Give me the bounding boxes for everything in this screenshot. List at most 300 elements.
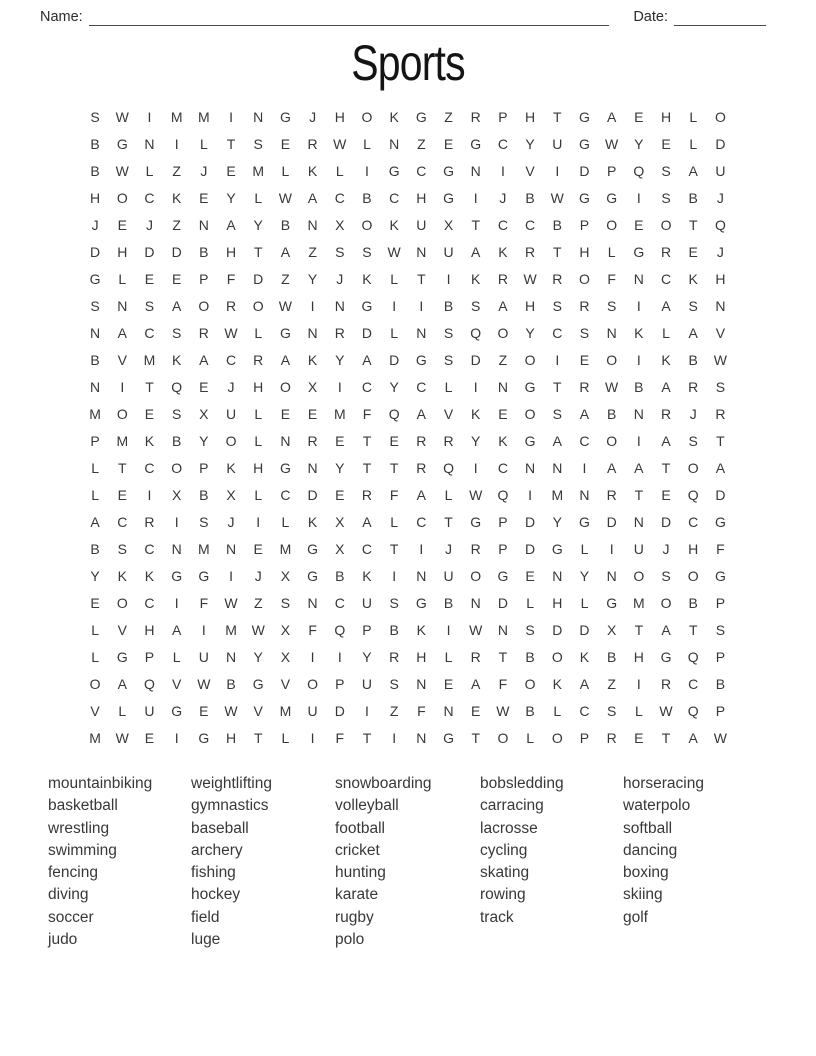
grid-cell: I — [310, 649, 315, 665]
grid-cell: L — [254, 190, 263, 206]
grid-cell: N — [253, 109, 264, 125]
grid-cell: N — [225, 649, 237, 665]
grid-cell: Y — [525, 325, 535, 341]
grid-cell: G — [415, 109, 427, 125]
grid-cell: N — [470, 163, 481, 179]
grid-cell: T — [145, 379, 154, 395]
grid-cell: I — [147, 487, 152, 503]
grid-cell: D — [171, 244, 182, 260]
grid-cell: R — [606, 487, 617, 503]
grid-cell: N — [633, 406, 644, 422]
grid-cell: J — [254, 568, 262, 584]
grid-cell: V — [171, 676, 182, 692]
grid-cell: B — [90, 352, 100, 368]
grid-cell: E — [389, 433, 399, 449]
grid-cell: Z — [172, 217, 181, 233]
name-blank-line — [89, 7, 610, 26]
grid-cell: S — [606, 703, 617, 719]
grid-cell: R — [660, 406, 672, 422]
grid-cell: I — [555, 352, 560, 368]
grid-cell: B — [715, 676, 726, 692]
grid-cell: N — [416, 730, 427, 746]
grid-cell: U — [307, 703, 318, 719]
grid-cell: W — [523, 271, 537, 287]
grid-cell: G — [443, 190, 454, 206]
grid-cell: N — [198, 217, 209, 233]
grid-cell: D — [253, 271, 264, 287]
grid-cell: D — [361, 325, 373, 341]
grid-cell: C — [579, 703, 590, 719]
grid-cell: F — [498, 676, 508, 692]
word-item: waterpolo — [623, 797, 691, 815]
word-item: carracing — [480, 797, 544, 815]
grid-cell: K — [171, 352, 182, 368]
grid-cell: T — [498, 649, 508, 665]
grid-cell: W — [115, 163, 129, 179]
grid-cell: X — [335, 541, 345, 557]
grid-cell: T — [389, 541, 399, 557]
grid-cell: J — [227, 379, 235, 395]
grid-row — [82, 563, 735, 590]
grid-cell: S — [171, 325, 182, 341]
grid-cell: L — [91, 649, 99, 665]
grid-cell: G — [443, 730, 454, 746]
grid-cell: K — [389, 109, 399, 125]
grid-cell: N — [416, 325, 427, 341]
grid-row — [82, 131, 735, 158]
grid-cell: B — [525, 190, 535, 206]
grid-cell: P — [579, 217, 590, 233]
grid-cell: K — [552, 676, 562, 692]
grid-cell: Q — [687, 487, 699, 503]
grid-row — [82, 158, 735, 185]
grid-cell: W — [197, 676, 211, 692]
grid-cell: T — [553, 244, 562, 260]
grid-cell: S — [661, 568, 671, 584]
grid-cell: M — [198, 109, 210, 125]
grid-cell: B — [199, 244, 209, 260]
grid-cell: K — [171, 190, 182, 206]
grid-cell: M — [116, 433, 129, 449]
grid-cell: C — [688, 514, 699, 530]
grid-cell: T — [553, 109, 562, 125]
grid-cell: R — [688, 379, 699, 395]
grid-cell: S — [443, 325, 454, 341]
grid-cell: R — [552, 271, 563, 287]
word-item: wrestling — [48, 819, 110, 837]
grid-cell: J — [227, 514, 235, 530]
grid-cell: Y — [634, 136, 644, 152]
grid-cell: U — [443, 244, 454, 260]
grid-cell: E — [634, 730, 644, 746]
grid-cell: A — [498, 298, 508, 314]
grid-cell: E — [688, 244, 698, 260]
grid-cell: D — [525, 541, 536, 557]
grid-cell: P — [199, 460, 209, 476]
grid-cell: O — [524, 406, 536, 422]
grid-cell: W — [496, 703, 510, 719]
grid-cell: K — [498, 433, 508, 449]
grid-cell: A — [226, 217, 236, 233]
grid-cell: G — [660, 649, 672, 665]
grid-cell: D — [525, 514, 536, 530]
grid-cell: J — [309, 109, 317, 125]
grid-cell: T — [661, 460, 671, 476]
grid-cell: Y — [471, 433, 481, 449]
word-item: archery — [191, 841, 243, 859]
grid-cell: E — [226, 163, 236, 179]
grid-cell: K — [389, 217, 399, 233]
grid-cell: I — [174, 595, 179, 611]
grid-cell: K — [307, 514, 318, 530]
grid-cell: N — [307, 460, 318, 476]
grid-cell: B — [606, 649, 617, 665]
grid-cell: S — [661, 190, 671, 206]
grid-row — [82, 590, 735, 617]
word-item: boxing — [623, 864, 669, 882]
grid-cell: P — [606, 163, 617, 179]
grid-cell: B — [280, 217, 291, 233]
grid-cell: T — [362, 460, 372, 476]
grid-cell: L — [553, 703, 562, 719]
grid-cell: V — [117, 622, 127, 638]
word-item: snowboarding — [335, 775, 432, 792]
grid-cell: P — [715, 649, 726, 665]
grid-cell: S — [280, 595, 291, 611]
grid-cell: J — [499, 190, 507, 206]
grid-cell: M — [333, 406, 346, 422]
word-item: rowing — [480, 886, 526, 904]
grid-cell: L — [662, 325, 670, 341]
grid-cell: B — [525, 703, 535, 719]
grid-cell: O — [361, 217, 373, 233]
grid-cell: P — [498, 514, 508, 530]
grid-cell: O — [687, 568, 699, 584]
grid-cell: G — [89, 271, 101, 287]
grid-cell: K — [471, 271, 481, 287]
grid-cell: I — [310, 298, 315, 314]
word-column — [480, 773, 623, 951]
grid-cell: W — [659, 703, 673, 719]
grid-cell: R — [660, 244, 672, 260]
grid-cell: G — [415, 595, 427, 611]
grid-cell: K — [416, 622, 427, 638]
grid-cell: A — [416, 487, 427, 503]
grid-cell: E — [579, 352, 590, 368]
grid-cell: A — [199, 352, 209, 368]
grid-cell: W — [115, 109, 129, 125]
grid-cell: O — [606, 433, 618, 449]
grid-cell: G — [307, 568, 319, 584]
grid-cell: B — [688, 352, 698, 368]
grid-cell: T — [553, 379, 562, 395]
grid-cell: O — [551, 730, 563, 746]
grid-cell: E — [335, 487, 345, 503]
grid-cell: E — [634, 109, 644, 125]
grid-cell: E — [117, 217, 127, 233]
grid-cell: Y — [307, 271, 318, 287]
grid-cell: D — [389, 352, 400, 368]
word-column — [623, 773, 704, 951]
page-title: Sports — [351, 35, 465, 91]
word-item: horseracing — [623, 775, 704, 792]
grid-cell: O — [116, 595, 128, 611]
grid-cell: T — [634, 487, 644, 503]
grid-cell: U — [144, 703, 155, 719]
grid-cell: R — [579, 379, 590, 395]
grid-cell: I — [365, 163, 369, 179]
grid-cell: Y — [253, 649, 263, 665]
grid-cell: Y — [226, 190, 236, 206]
grid-cell: U — [633, 541, 644, 557]
grid-cell: T — [417, 271, 426, 287]
grid-cell: Y — [389, 379, 399, 395]
grid-cell: B — [226, 676, 236, 692]
grid-cell: P — [335, 676, 345, 692]
grid-cell: V — [253, 703, 263, 719]
grid-cell: O — [606, 217, 618, 233]
grid-cell: C — [144, 541, 155, 557]
grid-cell: X — [280, 649, 291, 665]
grid-cell: C — [497, 217, 508, 233]
grid-cell: L — [254, 325, 263, 341]
grid-cell: N — [416, 676, 427, 692]
grid-cell: H — [225, 244, 237, 260]
grid-cell: P — [498, 541, 508, 557]
word-item: soccer — [48, 908, 94, 926]
grid-cell: I — [392, 730, 397, 746]
grid-cell: O — [551, 649, 563, 665]
grid-row — [82, 347, 735, 374]
grid-cell: Z — [444, 109, 453, 125]
grid-cell: G — [279, 460, 291, 476]
grid-cell: E — [525, 568, 535, 584]
grid-cell: G — [470, 136, 482, 152]
grid-cell: N — [443, 703, 454, 719]
word-item: field — [191, 908, 220, 926]
grid-cell: O — [279, 379, 291, 395]
grid-cell: W — [278, 190, 293, 206]
grid-cell: E — [90, 595, 100, 611]
grid-cell: W — [387, 244, 401, 260]
grid-cell: A — [471, 244, 481, 260]
grid-cell: D — [307, 487, 318, 503]
grid-cell: X — [606, 622, 617, 638]
grid-cell: V — [117, 352, 127, 368]
grid-row — [82, 482, 735, 509]
grid-cell: I — [446, 622, 451, 638]
word-item: swimming — [48, 841, 117, 859]
grid-cell: H — [334, 109, 345, 125]
grid-cell: C — [117, 514, 128, 530]
grid-cell: O — [714, 109, 726, 125]
grid-cell: I — [636, 298, 641, 314]
grid-cell: Y — [253, 217, 263, 233]
grid-cell: H — [144, 622, 155, 638]
grid-cell: P — [715, 703, 726, 719]
grid-cell: G — [388, 163, 400, 179]
grid-cell: S — [579, 325, 590, 341]
grid-cell: F — [308, 622, 317, 638]
grid-cell: N — [171, 541, 182, 557]
grid-cell: O — [579, 271, 590, 287]
grid-cell: A — [280, 244, 291, 260]
grid-cell: S — [471, 298, 481, 314]
grid-cell: R — [443, 433, 454, 449]
grid-cell: S — [443, 352, 454, 368]
word-item: hockey — [191, 886, 241, 904]
grid-row — [82, 293, 735, 320]
word-item: fishing — [191, 864, 236, 882]
grid-cell: C — [579, 433, 590, 449]
grid-cell: V — [443, 406, 454, 422]
grid-cell: L — [444, 487, 453, 503]
grid-cell: T — [661, 730, 671, 746]
grid-cell: E — [253, 541, 263, 557]
grid-cell: C — [688, 676, 699, 692]
grid-cell: G — [171, 568, 183, 584]
grid-cell: K — [688, 271, 698, 287]
grid-cell: J — [91, 217, 99, 233]
grid-row — [82, 185, 735, 212]
grid-cell: R — [334, 325, 345, 341]
grid-cell: W — [713, 730, 728, 746]
grid-cell: H — [715, 271, 726, 287]
grid-cell: N — [90, 325, 101, 341]
grid-cell: K — [362, 271, 372, 287]
grid-cell: G — [171, 703, 183, 719]
grid-cell: G — [361, 298, 373, 314]
grid-cell: I — [337, 649, 342, 665]
grid-cell: L — [634, 703, 643, 719]
grid-cell: A — [661, 379, 671, 395]
grid-cell: Q — [687, 703, 699, 719]
grid-row — [82, 671, 735, 698]
grid-cell: K — [498, 244, 508, 260]
grid-cell: G — [279, 109, 291, 125]
grid-cell: Q — [443, 460, 454, 476]
grid-cell: K — [144, 568, 155, 584]
grid-cell: N — [225, 541, 237, 557]
grid-cell: X — [443, 217, 454, 233]
grid-cell: S — [144, 298, 155, 314]
grid-cell: B — [688, 190, 698, 206]
grid-cell: J — [716, 244, 724, 260]
grid-cell: O — [497, 325, 509, 341]
grid-cell: K — [144, 433, 155, 449]
grid-cell: X — [226, 487, 236, 503]
grid-cell: F — [199, 595, 209, 611]
grid-cell: C — [144, 460, 155, 476]
grid-cell: D — [552, 622, 563, 638]
grid-cell: I — [473, 460, 478, 476]
worksheet-header — [0, 0, 816, 26]
grid-cell: L — [91, 487, 99, 503]
grid-cell: L — [254, 487, 263, 503]
grid-cell: Z — [308, 244, 317, 260]
grid-cell: T — [253, 244, 263, 260]
word-item: skating — [480, 864, 530, 882]
grid-cell: U — [361, 595, 373, 611]
grid-cell: S — [335, 244, 345, 260]
grid-cell: N — [90, 379, 101, 395]
grid-cell: S — [389, 676, 399, 692]
grid-cell: P — [90, 433, 100, 449]
grid-row — [82, 374, 735, 401]
grid-cell: S — [688, 433, 698, 449]
grid-cell: E — [199, 379, 209, 395]
grid-cell: H — [688, 541, 699, 557]
grid-cell: E — [498, 406, 508, 422]
grid-row — [82, 455, 735, 482]
grid-cell: C — [334, 595, 345, 611]
grid-cell: I — [310, 730, 315, 746]
grid-cell: S — [715, 379, 726, 395]
grid-cell: L — [254, 406, 263, 422]
grid-row — [82, 212, 735, 239]
grid-cell: U — [715, 163, 726, 179]
grid-cell: H — [660, 109, 672, 125]
grid-cell: V — [525, 163, 535, 179]
grid-cell: I — [419, 298, 424, 314]
grid-cell: I — [392, 298, 397, 314]
grid-cell: M — [252, 163, 265, 179]
grid-cell: T — [253, 730, 263, 746]
grid-cell: B — [199, 487, 209, 503]
grid-cell: G — [443, 163, 454, 179]
grid-cell: K — [579, 649, 590, 665]
grid-cell: P — [579, 730, 590, 746]
grid-cell: S — [362, 244, 372, 260]
grid-cell: L — [526, 595, 534, 611]
word-item: karate — [335, 886, 379, 904]
grid-cell: S — [715, 622, 726, 638]
grid-cell: C — [416, 379, 427, 395]
grid-cell: C — [225, 352, 237, 368]
grid-cell: Q — [334, 622, 346, 638]
grid-cell: Z — [498, 352, 508, 368]
grid-cell: R — [470, 541, 481, 557]
grid-cell: K — [661, 352, 671, 368]
grid-cell: I — [500, 163, 505, 179]
grid-cell: N — [633, 271, 644, 287]
word-item: golf — [623, 908, 648, 926]
grid-cell: U — [225, 406, 237, 422]
grid-cell: H — [416, 649, 427, 665]
word-item: skiing — [623, 886, 663, 904]
grid-cell: D — [715, 487, 726, 503]
grid-cell: G — [524, 379, 536, 395]
grid-cell: K — [117, 568, 127, 584]
word-column — [191, 773, 335, 951]
word-item: track — [480, 908, 514, 926]
grid-cell: R — [579, 298, 590, 314]
grid-cell: E — [199, 190, 209, 206]
grid-cell: L — [281, 730, 290, 746]
grid-cell: D — [606, 514, 617, 530]
grid-cell: V — [90, 703, 100, 719]
grid-cell: E — [634, 217, 644, 233]
grid-cell: C — [497, 136, 508, 152]
grid-cell: B — [525, 649, 535, 665]
grid-cell: E — [144, 730, 155, 746]
word-list — [0, 773, 816, 951]
grid-cell: G — [279, 325, 291, 341]
grid-cell: L — [390, 514, 399, 530]
grid-cell: A — [634, 460, 644, 476]
grid-cell: O — [171, 460, 183, 476]
grid-cell: N — [579, 487, 590, 503]
